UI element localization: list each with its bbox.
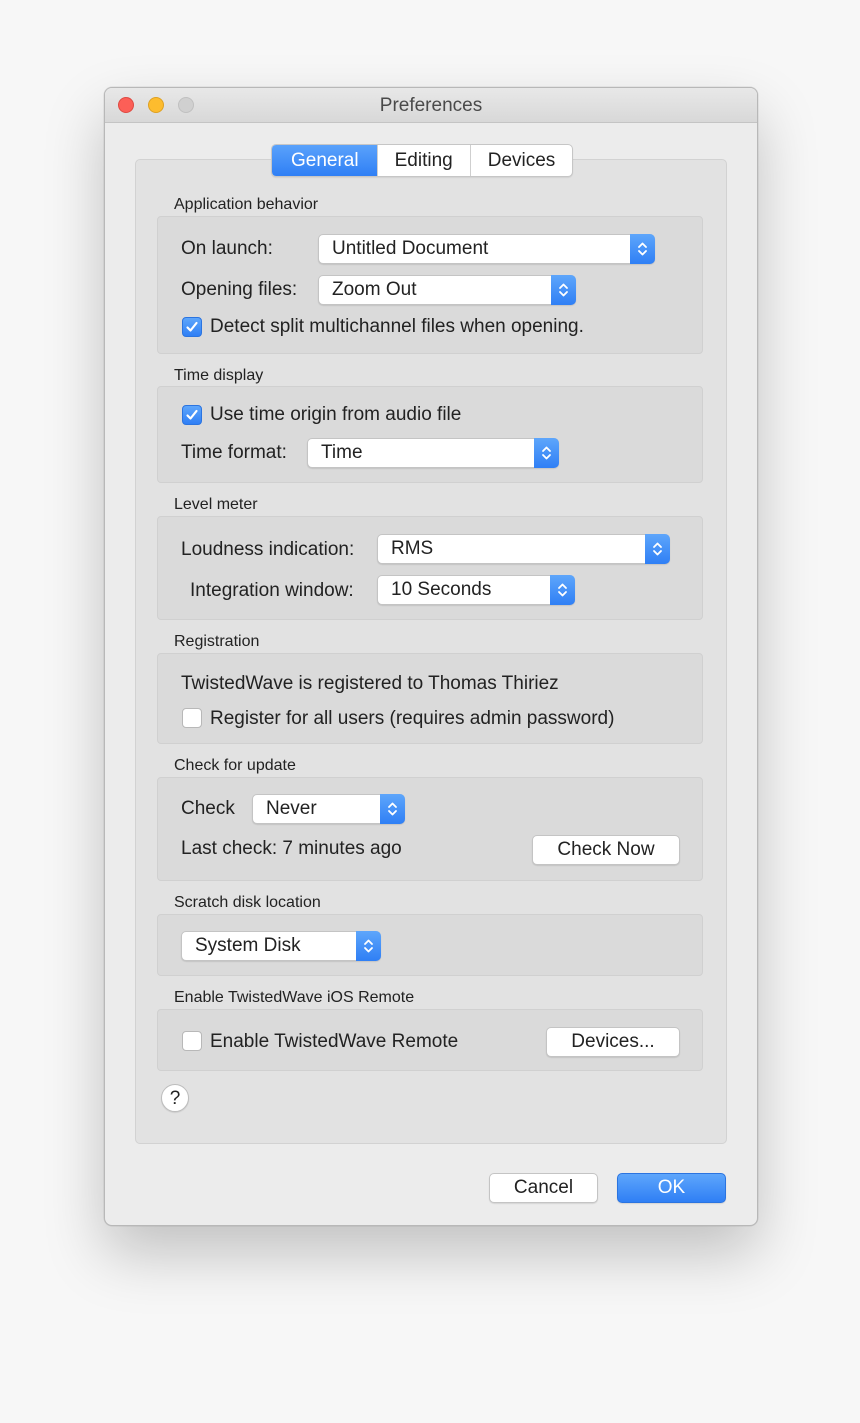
- devices-button[interactable]: Devices...: [546, 1027, 680, 1057]
- popup-arrows-icon: [534, 438, 559, 468]
- time-format-label: Time format:: [181, 442, 287, 463]
- on-launch-value: Untitled Document: [332, 238, 489, 259]
- section-label-application-behavior: Application behavior: [174, 196, 319, 213]
- scratch-disk-popup[interactable]: [181, 931, 381, 961]
- use-time-origin-checkbox[interactable]: [182, 405, 202, 425]
- help-button[interactable]: ?: [161, 1084, 189, 1112]
- check-frequency-value: Never: [266, 798, 317, 819]
- register-all-users-checkbox[interactable]: [182, 708, 202, 728]
- checkmark-icon: [185, 408, 199, 422]
- window-title: Preferences: [379, 95, 483, 116]
- scratch-disk-value: System Disk: [195, 935, 301, 956]
- group-registration: [157, 653, 703, 744]
- group-check-for-update: [157, 777, 703, 881]
- tab-general[interactable]: General: [272, 145, 377, 176]
- popup-arrows-icon: [550, 575, 575, 605]
- preferences-window: [104, 87, 758, 1226]
- opening-files-popup[interactable]: [318, 275, 576, 305]
- group-level-meter: [157, 516, 703, 620]
- popup-arrows-icon: [630, 234, 655, 264]
- section-label-level-meter: Level meter: [174, 496, 258, 513]
- section-label-time-display: Time display: [174, 367, 264, 384]
- on-launch-label: On launch:: [181, 238, 273, 259]
- time-format-value: Time: [321, 442, 363, 463]
- group-ios-remote: [157, 1009, 703, 1071]
- last-check-text: Last check: 7 minutes ago: [181, 838, 402, 859]
- popup-arrows-icon: [645, 534, 670, 564]
- register-all-users-label: Register for all users (requires admin password): [210, 708, 615, 729]
- section-label-ios-remote: Enable TwistedWave iOS Remote: [174, 989, 415, 1006]
- integration-window-label: Integration window:: [190, 580, 354, 601]
- title-bar[interactable]: [105, 88, 757, 123]
- enable-remote-checkbox[interactable]: [182, 1031, 202, 1051]
- detect-split-checkbox[interactable]: [182, 317, 202, 337]
- enable-remote-label: Enable TwistedWave Remote: [210, 1031, 459, 1052]
- section-label-scratch-disk: Scratch disk location: [174, 894, 321, 911]
- check-label: Check: [181, 798, 235, 819]
- integration-window-popup[interactable]: [377, 575, 575, 605]
- group-application-behavior: [157, 216, 703, 354]
- popup-arrows-icon: [356, 931, 381, 961]
- group-scratch-disk: [157, 914, 703, 976]
- loudness-indication-popup[interactable]: [377, 534, 670, 564]
- loudness-indication-value: RMS: [391, 538, 434, 559]
- opening-files-label: Opening files:: [181, 279, 298, 300]
- check-frequency-popup[interactable]: [252, 794, 405, 824]
- section-label-check-for-update: Check for update: [174, 757, 296, 774]
- on-launch-popup[interactable]: [318, 234, 655, 264]
- loudness-indication-label: Loudness indication:: [181, 539, 355, 560]
- tab-bar: [271, 144, 573, 177]
- time-format-popup[interactable]: [307, 438, 559, 468]
- checkmark-icon: [185, 320, 199, 334]
- popup-arrows-icon: [380, 794, 405, 824]
- ok-button[interactable]: OK: [617, 1173, 726, 1203]
- group-time-display: [157, 386, 703, 483]
- detect-split-label: Detect split multichannel files when opening.: [210, 316, 584, 337]
- integration-window-value: 10 Seconds: [391, 579, 492, 600]
- registered-to-text: TwistedWave is registered to Thomas Thiriez: [181, 673, 559, 694]
- opening-files-value: Zoom Out: [332, 279, 417, 300]
- tab-editing[interactable]: Editing: [377, 145, 470, 176]
- tab-devices[interactable]: Devices: [470, 145, 573, 176]
- cancel-button[interactable]: Cancel: [489, 1173, 598, 1203]
- check-now-button[interactable]: Check Now: [532, 835, 680, 865]
- section-label-registration: Registration: [174, 633, 260, 650]
- popup-arrows-icon: [551, 275, 576, 305]
- use-time-origin-label: Use time origin from audio file: [210, 404, 462, 425]
